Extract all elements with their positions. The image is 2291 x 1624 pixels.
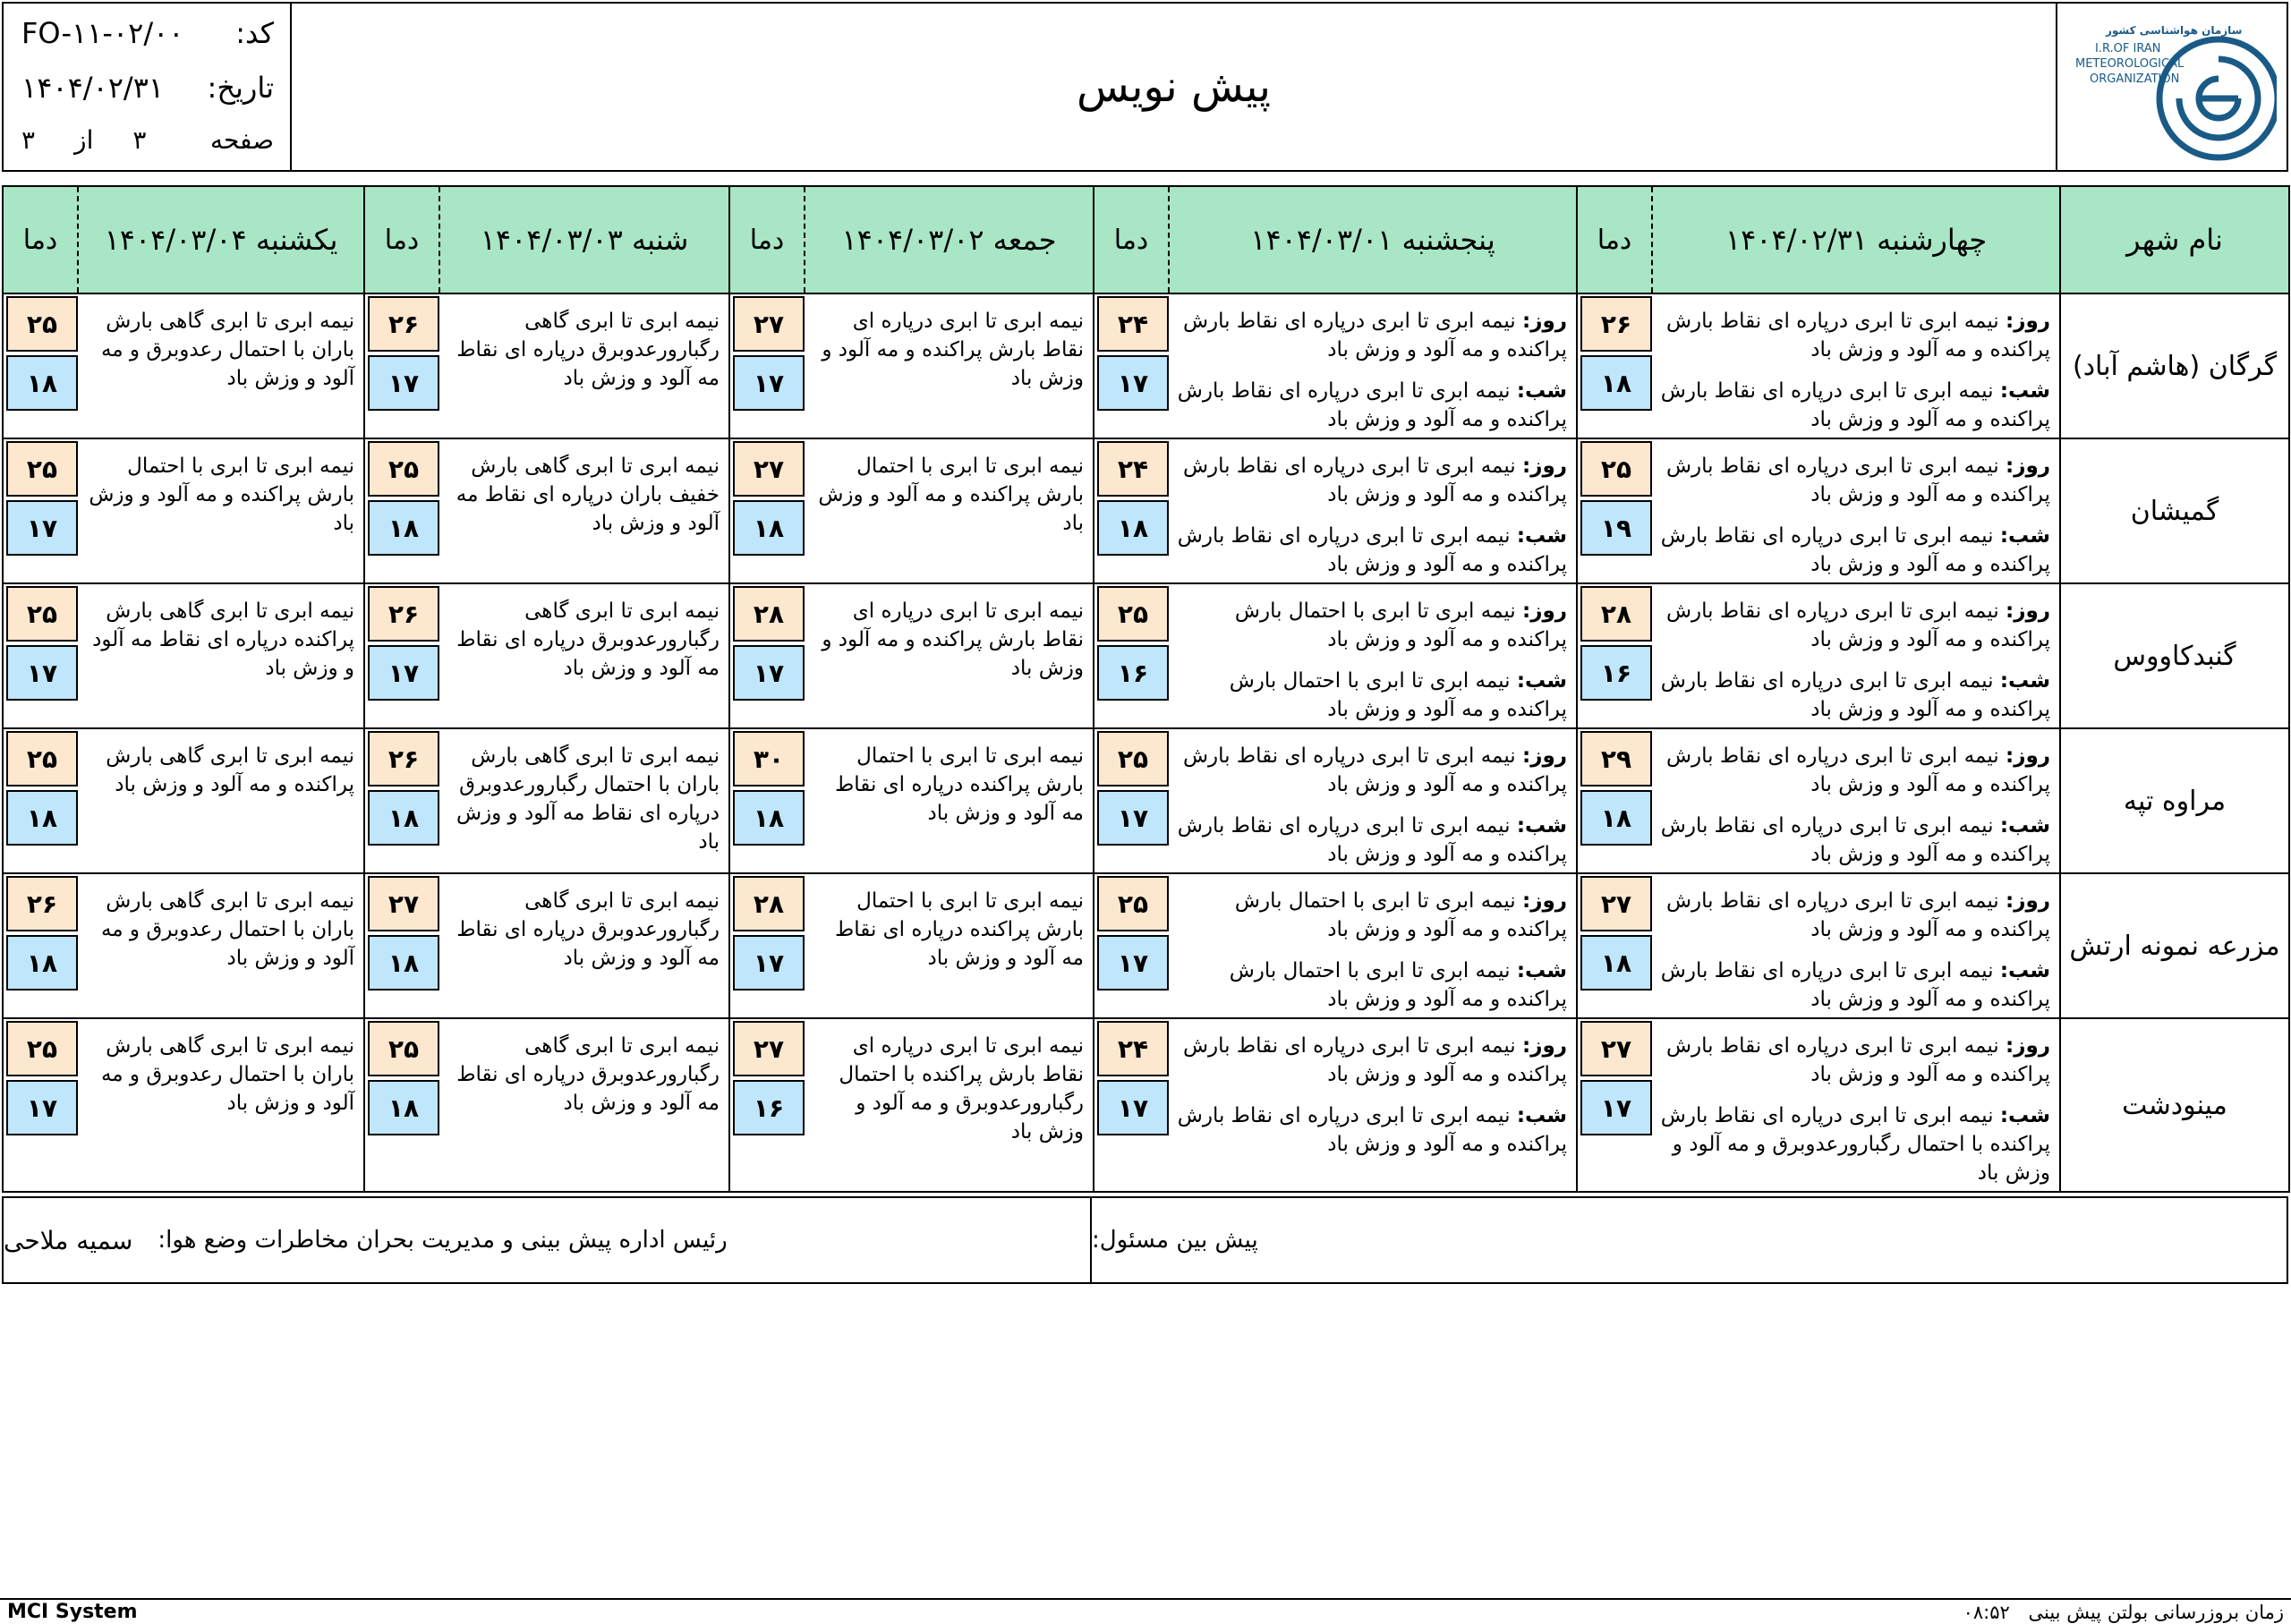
max-temperature: ۲۴	[1097, 441, 1169, 497]
night-forecast	[1659, 667, 2050, 724]
footer-bar	[0, 1598, 2291, 1624]
temperature-cell	[1577, 293, 1652, 438]
forecast-description	[439, 438, 729, 583]
table-header-row	[3, 186, 2289, 293]
night-label: شب:	[1516, 379, 1567, 403]
forecast-text: نیمه ابری تا ابری درپاره ای نقاط بارش پراکنده و مه آلود و وزش باد	[1177, 1104, 1567, 1156]
day-label: روز:	[1522, 455, 1567, 478]
code-label: کد:	[235, 16, 274, 50]
day-forecast	[1659, 887, 2050, 944]
temp-column-header: دما	[1094, 186, 1169, 293]
day-forecast	[1659, 452, 2050, 509]
day-column-header: چهارشنبه ۱۴۰۴/۰۲/۳۱	[1652, 186, 2060, 293]
page-number: ۳	[132, 125, 147, 155]
temperature-cell	[729, 293, 805, 438]
forecast-text: نیمه ابری تا ابری با احتمال بارش پراکنده و مه آلود و وزش باد	[89, 455, 354, 535]
city-column-header: نام شهر	[2060, 186, 2289, 293]
temp-column-header: دما	[3, 186, 78, 293]
min-temperature: ۱۸	[1580, 355, 1652, 411]
day-label: روز:	[1522, 1034, 1567, 1058]
forecast-text: نیمه ابری تا ابری درپاره ای نقاط بارش پراکنده و مه آلود و وزش باد	[1660, 669, 2050, 721]
forecast-description	[439, 583, 729, 728]
logo-line1: I.R.OF IRAN	[2095, 42, 2161, 55]
min-temperature: ۱۷	[733, 645, 805, 701]
temperature-cell	[729, 873, 805, 1018]
forecast-description	[1652, 728, 2060, 873]
forecast-description	[78, 873, 364, 1018]
forecast-text: نیمه ابری تا ابری گاهی رگبارورعدوبرق درپاره ای نقاط مه آلود و وزش باد	[456, 310, 720, 390]
forecast-description	[1169, 438, 1577, 583]
max-temperature: ۲۵	[6, 731, 78, 786]
min-temperature: ۱۸	[6, 355, 78, 411]
forecast-text: نیمه ابری تا ابری گاهی بارش پراکنده و مه آلود و وزش باد	[106, 744, 354, 796]
min-temperature: ۱۸	[368, 790, 439, 846]
temperature-cell	[1577, 728, 1652, 873]
forecast-text: نیمه ابری تا ابری درپاره ای نقاط بارش پراکنده و مه آلود و وزش باد	[1665, 310, 2050, 361]
night-forecast	[1659, 957, 2050, 1014]
max-temperature: ۲۵	[6, 586, 78, 642]
max-temperature: ۲۵	[368, 1021, 439, 1076]
update-time: ۰۸:۵۲	[1963, 1601, 2010, 1623]
update-info	[1963, 1602, 2284, 1623]
page-of-label: از	[74, 125, 94, 155]
max-temperature: ۲۸	[733, 876, 805, 931]
forecast-text: نیمه ابری تا ابری درپاره ای نقاط بارش پراکنده و مه آلود و وزش باد	[1182, 455, 1567, 506]
forecast-text: نیمه ابری تا ابری با احتمال بارش پراکنده و مه آلود و وزش باد	[1234, 599, 1567, 651]
temperature-cell	[3, 583, 78, 728]
forecast-text: نیمه ابری تا ابری گاهی بارش پراکنده درپاره ای نقاط مه آلود و وزش باد	[92, 599, 354, 680]
forecast-description	[1169, 1018, 1577, 1192]
day-forecast	[1176, 452, 1567, 509]
forecaster-label: پیش بین مسئول:	[1092, 1227, 1258, 1254]
temperature-cell	[1577, 1018, 1652, 1192]
temp-column-header: دما	[364, 186, 439, 293]
logo-text-fa: سازمان هواشناسی کشور	[2106, 24, 2243, 37]
temperature-cell	[1094, 728, 1169, 873]
forecast-text: نیمه ابری تا ابری با احتمال بارش پراکنده و مه آلود و وزش باد	[1229, 959, 1567, 1011]
forecast-text: نیمه ابری تا ابری درپاره ای نقاط بارش پراکنده و مه آلود و وزش باد	[1660, 524, 2050, 576]
logo-line3: ORGANIZATION	[2090, 72, 2180, 86]
max-temperature: ۲۵	[6, 1021, 78, 1076]
temperature-cell	[364, 293, 439, 438]
day-column-header: پنجشنبه ۱۴۰۴/۰۳/۰۱	[1169, 186, 1577, 293]
forecast-text: نیمه ابری تا ابری درپاره ای نقاط بارش پراکنده با احتمال رگبارورعدوبرق و مه آلود و وزش باد	[839, 1034, 1084, 1144]
document-header	[2, 2, 2288, 172]
page-label: صفحه	[209, 125, 274, 155]
day-label: روز:	[1522, 310, 1567, 333]
forecast-text: نیمه ابری تا ابری درپاره ای نقاط بارش پراکنده و مه آلود و وزش باد	[1665, 1034, 2050, 1086]
max-temperature: ۲۴	[1097, 1021, 1169, 1076]
day-column-header: شنبه ۱۴۰۴/۰۳/۰۳	[439, 186, 729, 293]
night-forecast	[1176, 377, 1567, 434]
night-label: شب:	[1999, 1104, 2050, 1127]
forecast-text: نیمه ابری تا ابری درپاره ای نقاط بارش پراکنده و مه آلود و وزش باد	[822, 599, 1084, 680]
temperature-cell	[3, 873, 78, 1018]
temperature-cell	[1094, 1018, 1169, 1192]
day-label: روز:	[1522, 744, 1567, 768]
forecast-description	[805, 293, 1094, 438]
day-label: روز:	[1522, 599, 1567, 623]
forecast-text: نیمه ابری تا ابری گاهی رگبارورعدوبرق درپاره ای نقاط مه آلود و وزش باد	[456, 1034, 720, 1115]
night-label: شب:	[1516, 669, 1567, 693]
page-title: پیش نویس	[1076, 62, 1271, 112]
forecast-text: نیمه ابری تا ابری با احتمال بارش پراکنده و مه آلود و وزش باد	[818, 455, 1084, 535]
max-temperature: ۲۵	[1097, 731, 1169, 786]
forecast-text: نیمه ابری تا ابری درپاره ای نقاط بارش پراکنده و مه آلود و وزش باد	[1182, 1034, 1567, 1086]
temperature-cell	[1094, 438, 1169, 583]
day-column-header: جمعه ۱۴۰۴/۰۳/۰۲	[805, 186, 1094, 293]
day-forecast	[1176, 307, 1567, 364]
temperature-cell	[729, 583, 805, 728]
city-name: مزرعه نمونه ارتش	[2060, 873, 2289, 1018]
forecast-text: نیمه ابری تا ابری درپاره ای نقاط بارش پراکنده و مه آلود و وزش باد	[1665, 744, 2050, 796]
forecast-description	[805, 1018, 1094, 1192]
max-temperature: ۲۶	[1580, 296, 1652, 352]
city-name: مراوه تپه	[2060, 728, 2289, 873]
min-temperature: ۱۸	[6, 935, 78, 991]
min-temperature: ۱۹	[1580, 500, 1652, 556]
day-label: روز:	[2006, 599, 2050, 623]
max-temperature: ۲۶	[368, 586, 439, 642]
code-row	[21, 16, 274, 50]
day-label: روز:	[2006, 1034, 2050, 1058]
forecast-description	[1169, 293, 1577, 438]
day-label: روز:	[2006, 744, 2050, 768]
min-temperature: ۱۶	[1097, 645, 1169, 701]
forecast-description	[439, 293, 729, 438]
forecast-text: نیمه ابری تا ابری با احتمال بارش پراکنده درپاره ای نقاط مه آلود و وزش باد	[835, 889, 1084, 970]
temperature-cell	[1094, 293, 1169, 438]
max-temperature: ۲۵	[1097, 876, 1169, 931]
min-temperature: ۱۷	[368, 355, 439, 411]
temperature-cell	[1577, 438, 1652, 583]
temperature-cell	[3, 293, 78, 438]
night-forecast	[1176, 1101, 1567, 1159]
min-temperature: ۱۸	[1580, 790, 1652, 846]
max-temperature: ۲۴	[1097, 296, 1169, 352]
min-temperature: ۱۷	[1097, 790, 1169, 846]
max-temperature: ۲۶	[368, 296, 439, 352]
temperature-cell	[729, 438, 805, 583]
min-temperature: ۱۸	[6, 790, 78, 846]
forecast-text: نیمه ابری تا ابری درپاره ای نقاط بارش پراکنده و مه آلود و وزش باد	[1177, 814, 1567, 866]
forecast-text: نیمه ابری تا ابری گاهی بارش خفیف باران درپاره ای نقاط مه آلود و وزش باد	[456, 455, 720, 535]
forecast-text: نیمه ابری تا ابری درپاره ای نقاط بارش پراکنده و مه آلود و وزش باد	[1660, 379, 2050, 431]
night-forecast	[1659, 1101, 2050, 1187]
forecast-description	[1652, 293, 2060, 438]
forecast-description	[78, 728, 364, 873]
day-forecast	[1176, 597, 1567, 654]
max-temperature: ۲۵	[6, 296, 78, 352]
min-temperature: ۱۸	[733, 500, 805, 556]
temperature-cell	[364, 438, 439, 583]
forecast-description	[439, 873, 729, 1018]
night-label: شب:	[1516, 814, 1567, 838]
night-label: شب:	[1999, 669, 2050, 693]
max-temperature: ۲۸	[1580, 586, 1652, 642]
night-forecast	[1176, 522, 1567, 579]
signature-box	[2, 1196, 2288, 1284]
min-temperature: ۱۷	[733, 355, 805, 411]
max-temperature: ۲۵	[1580, 441, 1652, 497]
forecast-text: نیمه ابری تا ابری درپاره ای نقاط بارش پراکنده و مه آلود و وزش باد	[1177, 524, 1567, 576]
temperature-cell	[1094, 873, 1169, 1018]
table-row	[3, 728, 2289, 873]
max-temperature: ۲۷	[1580, 1021, 1652, 1076]
forecast-text: نیمه ابری تا ابری با احتمال بارش پراکنده و مه آلود و وزش باد	[1229, 669, 1567, 721]
min-temperature: ۱۸	[733, 790, 805, 846]
max-temperature: ۲۷	[733, 441, 805, 497]
night-forecast	[1176, 667, 1567, 724]
temperature-cell	[729, 1018, 805, 1192]
forecast-text: نیمه ابری تا ابری درپاره ای نقاط بارش پراکنده و مه آلود و وزش باد	[1182, 744, 1567, 796]
day-label: روز:	[2006, 310, 2050, 333]
table-row	[3, 293, 2289, 438]
night-label: شب:	[1516, 524, 1567, 548]
min-temperature: ۱۶	[733, 1080, 805, 1135]
date-row	[21, 71, 274, 105]
temperature-cell	[1577, 873, 1652, 1018]
forecast-text: نیمه ابری تا ابری درپاره ای نقاط بارش پراکنده با احتمال رگبارورعدوبرق و مه آلود و وزش باد	[1660, 1104, 2050, 1185]
min-temperature: ۱۸	[368, 935, 439, 991]
min-temperature: ۱۷	[733, 935, 805, 991]
city-name: گنبدکاووس	[2060, 583, 2289, 728]
forecast-text: نیمه ابری تا ابری درپاره ای نقاط بارش پراکنده و مه آلود و وزش باد	[1665, 889, 2050, 941]
forecast-description	[78, 293, 364, 438]
night-forecast	[1176, 957, 1567, 1014]
page-total: ۳	[21, 125, 36, 155]
forecast-description	[1652, 583, 2060, 728]
forecast-text: نیمه ابری تا ابری درپاره ای نقاط بارش پراکنده و مه آلود و وزش باد	[822, 310, 1084, 390]
forecast-text: نیمه ابری تا ابری گاهی بارش باران با احتمال رگبارورعدوبرق درپاره ای نقاط مه آلود و وزش باد	[456, 744, 720, 854]
day-forecast	[1176, 1032, 1567, 1089]
forecast-text: نیمه ابری تا ابری گاهی بارش باران با احتمال رعدوبرق و مه آلود و وزش باد	[100, 889, 354, 970]
day-forecast	[1659, 597, 2050, 654]
temperature-cell	[3, 438, 78, 583]
logo-line2: METEOROLOGICAL	[2075, 57, 2185, 71]
night-label: شب:	[1999, 959, 2050, 982]
forecast-description	[78, 583, 364, 728]
min-temperature: ۱۷	[6, 1080, 78, 1135]
forecast-text: نیمه ابری تا ابری گاهی رگبارورعدوبرق درپاره ای نقاط مه آلود و وزش باد	[456, 889, 720, 970]
forecast-description	[78, 1018, 364, 1192]
forecast-description	[1169, 873, 1577, 1018]
chief-signature	[4, 1198, 1092, 1282]
max-temperature: ۲۶	[368, 731, 439, 786]
temperature-cell	[1094, 583, 1169, 728]
temperature-cell	[729, 728, 805, 873]
max-temperature: ۲۵	[1097, 586, 1169, 642]
city-name: گمیشان	[2060, 438, 2289, 583]
min-temperature: ۱۷	[1580, 1080, 1652, 1135]
title-area	[292, 4, 2057, 170]
forecast-description	[805, 438, 1094, 583]
table-row	[3, 873, 2289, 1018]
city-name: مینودشت	[2060, 1018, 2289, 1192]
max-temperature: ۲۹	[1580, 731, 1652, 786]
forecast-text: نیمه ابری تا ابری با احتمال بارش پراکنده و مه آلود و وزش باد	[1234, 889, 1567, 941]
temperature-cell	[3, 1018, 78, 1192]
temperature-cell	[364, 873, 439, 1018]
max-temperature: ۲۷	[368, 876, 439, 931]
temp-column-header: دما	[1577, 186, 1652, 293]
min-temperature: ۱۷	[6, 645, 78, 701]
day-label: روز:	[1522, 889, 1567, 913]
max-temperature: ۲۵	[368, 441, 439, 497]
max-temperature: ۲۷	[733, 1021, 805, 1076]
temperature-cell	[364, 728, 439, 873]
night-forecast	[1659, 522, 2050, 579]
forecast-description	[78, 438, 364, 583]
forecast-description	[1169, 583, 1577, 728]
temperature-cell	[3, 728, 78, 873]
date-label: تاریخ:	[207, 71, 274, 105]
forecast-text: نیمه ابری تا ابری گاهی بارش باران با احتمال رعدوبرق و مه آلود و وزش باد	[100, 1034, 354, 1115]
max-temperature: ۳۰	[733, 731, 805, 786]
min-temperature: ۱۷	[1097, 355, 1169, 411]
forecast-text: نیمه ابری تا ابری گاهی بارش باران با احتمال رعدوبرق و مه آلود و وزش باد	[100, 310, 354, 390]
min-temperature: ۱۸	[368, 1080, 439, 1135]
forecast-description	[1169, 728, 1577, 873]
min-temperature: ۱۸	[368, 500, 439, 556]
min-temperature: ۱۷	[368, 645, 439, 701]
forecast-description	[1652, 1018, 2060, 1192]
temperature-cell	[364, 583, 439, 728]
day-forecast	[1176, 742, 1567, 799]
day-forecast	[1659, 1032, 2050, 1089]
logo-area	[2057, 4, 2287, 170]
table-row	[3, 1018, 2289, 1192]
day-column-header: یکشنبه ۱۴۰۴/۰۳/۰۴	[78, 186, 364, 293]
code-value: FO-۱۱-۰۲/۰۰	[21, 16, 184, 50]
forecaster-signature	[1092, 1198, 2287, 1282]
table-row	[3, 583, 2289, 728]
temp-column-header: دما	[729, 186, 805, 293]
document-meta	[4, 4, 292, 170]
day-forecast	[1659, 307, 2050, 364]
min-temperature: ۱۸	[1097, 500, 1169, 556]
temperature-cell	[1577, 583, 1652, 728]
chief-name: سمیه ملاحی	[4, 1225, 133, 1255]
forecast-description	[805, 583, 1094, 728]
forecast-text: نیمه ابری تا ابری درپاره ای نقاط بارش پراکنده و مه آلود و وزش باد	[1660, 959, 2050, 1011]
min-temperature: ۱۸	[1580, 935, 1652, 991]
date-value: ۱۴۰۴/۰۲/۳۱	[21, 71, 165, 105]
table-row	[3, 438, 2289, 583]
max-temperature: ۲۷	[1580, 876, 1652, 931]
meteorological-organization-logo	[2075, 16, 2277, 164]
day-label: روز:	[2006, 455, 2050, 478]
temperature-cell	[364, 1018, 439, 1192]
forecast-body	[3, 293, 2289, 1192]
forecast-description	[1652, 873, 2060, 1018]
forecast-table	[2, 185, 2290, 1193]
forecast-description	[805, 873, 1094, 1018]
night-forecast	[1659, 377, 2050, 434]
system-name: MCI System	[7, 1601, 138, 1623]
forecast-text: نیمه ابری تا ابری با احتمال بارش پراکنده درپاره ای نقاط مه آلود و وزش باد	[835, 744, 1084, 825]
forecast-text: نیمه ابری تا ابری درپاره ای نقاط بارش پراکنده و مه آلود و وزش باد	[1665, 455, 2050, 506]
day-forecast	[1659, 742, 2050, 799]
day-forecast	[1176, 887, 1567, 944]
night-forecast	[1659, 812, 2050, 869]
night-label: شب:	[1999, 814, 2050, 838]
max-temperature: ۲۶	[6, 876, 78, 931]
forecast-description	[805, 728, 1094, 873]
night-label: شب:	[1999, 379, 2050, 403]
max-temperature: ۲۸	[733, 586, 805, 642]
forecast-description	[1652, 438, 2060, 583]
forecast-text: نیمه ابری تا ابری درپاره ای نقاط بارش پراکنده و مه آلود و وزش باد	[1665, 599, 2050, 651]
update-label: زمان بروزرسانی بولتن پیش بینی	[2028, 1601, 2284, 1623]
night-forecast	[1176, 812, 1567, 869]
max-temperature: ۲۷	[733, 296, 805, 352]
day-label: روز:	[2006, 889, 2050, 913]
forecast-text: نیمه ابری تا ابری گاهی رگبارورعدوبرق درپاره ای نقاط مه آلود و وزش باد	[456, 599, 720, 680]
night-label: شب:	[1516, 959, 1567, 982]
max-temperature: ۲۵	[6, 441, 78, 497]
forecast-text: نیمه ابری تا ابری درپاره ای نقاط بارش پراکنده و مه آلود و وزش باد	[1660, 814, 2050, 866]
min-temperature: ۱۷	[1097, 1080, 1169, 1135]
forecast-description	[439, 728, 729, 873]
forecast-text: نیمه ابری تا ابری درپاره ای نقاط بارش پراکنده و مه آلود و وزش باد	[1177, 379, 1567, 431]
city-name: گرگان (هاشم آباد)	[2060, 293, 2289, 438]
night-label: شب:	[1516, 1104, 1567, 1127]
forecast-description	[439, 1018, 729, 1192]
min-temperature: ۱۶	[1580, 645, 1652, 701]
min-temperature: ۱۷	[1097, 935, 1169, 991]
page-row	[21, 125, 274, 155]
forecast-text: نیمه ابری تا ابری درپاره ای نقاط بارش پراکنده و مه آلود و وزش باد	[1182, 310, 1567, 361]
chief-label: رئیس اداره پیش بینی و مدیریت بحران مخاطرات وضع هوا:	[158, 1227, 728, 1254]
night-label: شب:	[1999, 524, 2050, 548]
min-temperature: ۱۷	[6, 500, 78, 556]
